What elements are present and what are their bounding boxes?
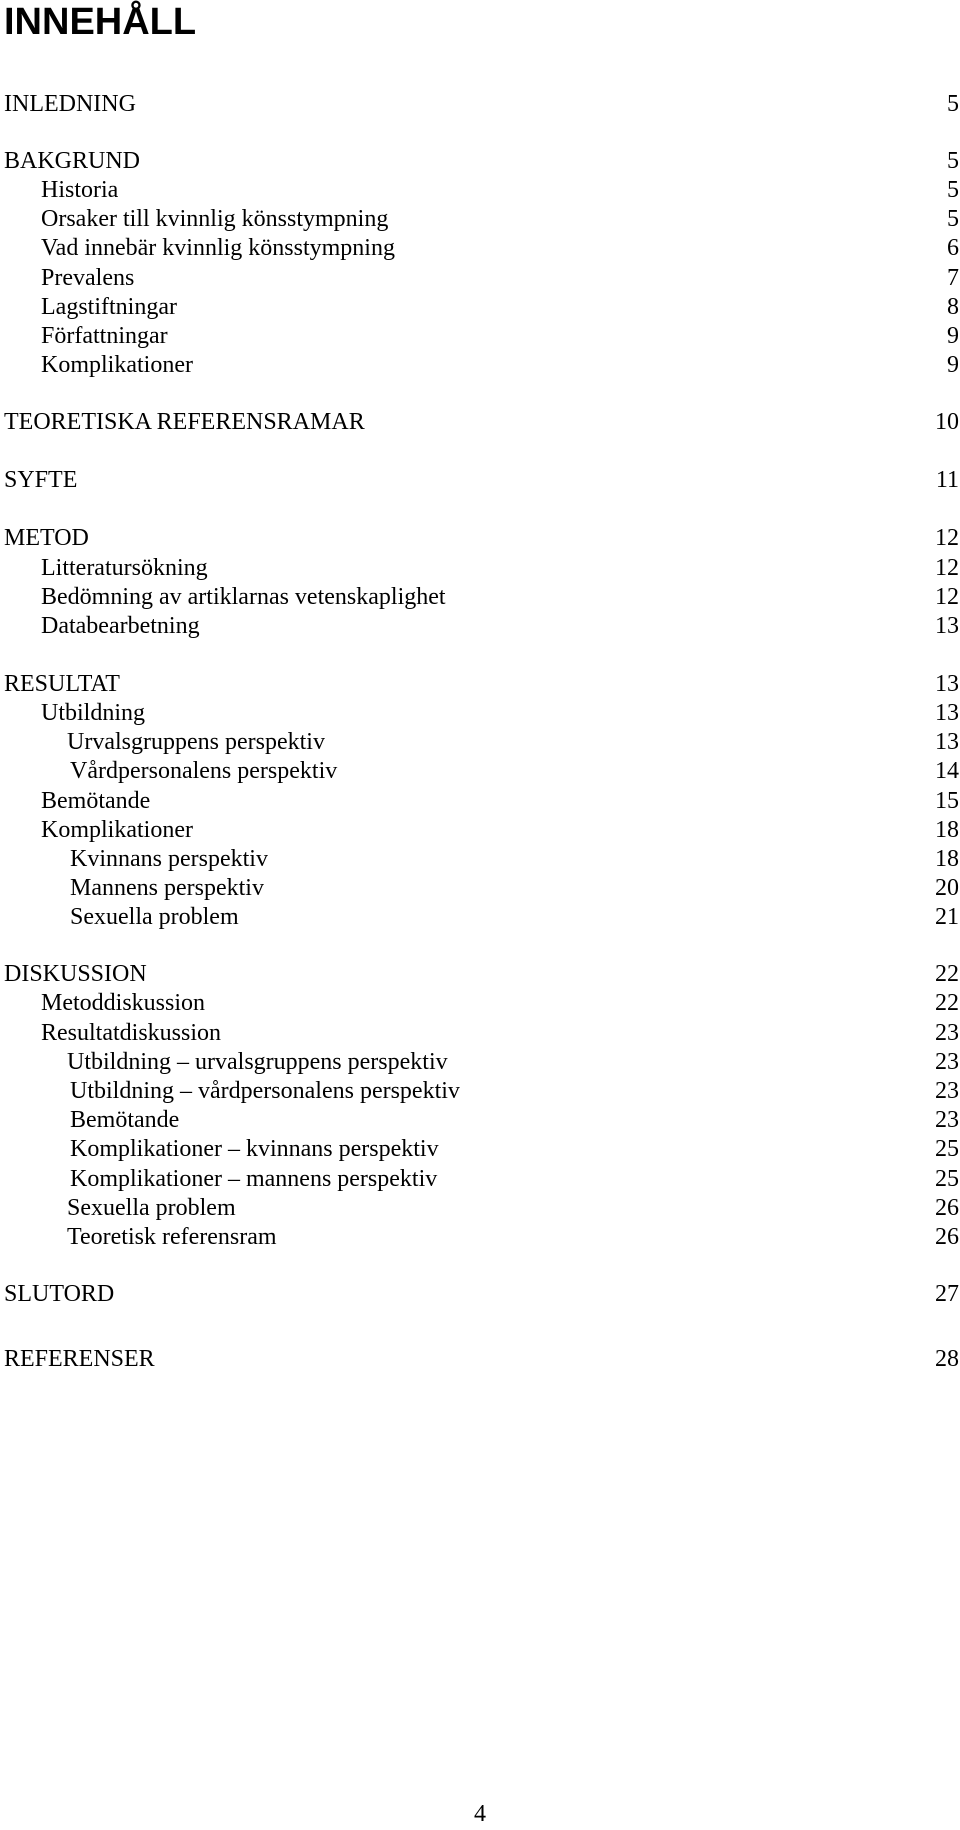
toc-entry-page-number: 7 xyxy=(947,265,959,291)
toc-entry xyxy=(0,1046,960,1078)
toc-entry-title: Komplikationer xyxy=(41,817,193,843)
toc-entry-title: Teoretisk referensram xyxy=(67,1224,277,1250)
toc-entry-title: Bemötande xyxy=(70,1107,180,1133)
toc-entry-title: Sexuella problem xyxy=(70,904,239,930)
toc-entry xyxy=(0,262,960,294)
toc-entry xyxy=(0,349,960,381)
toc-entry-title: Utbildning xyxy=(41,700,146,726)
toc-entry-page-number: 12 xyxy=(935,555,959,581)
toc-entry-title: Vårdpersonalens perspektiv xyxy=(70,758,338,784)
toc-entry-title: Utbildning – vårdpersonalens perspektiv xyxy=(70,1078,460,1104)
toc-entry-page-number: 9 xyxy=(947,352,959,378)
toc-entry xyxy=(0,872,960,904)
toc-entry-title: Komplikationer – kvinnans perspektiv xyxy=(70,1136,439,1162)
toc-entry-title: RESULTAT xyxy=(4,671,120,697)
toc-entry-title: Urvalsgruppens perspektiv xyxy=(67,729,325,755)
toc-entry xyxy=(0,610,960,642)
toc-entry-title: Mannens perspektiv xyxy=(70,875,264,901)
toc-entry xyxy=(0,814,960,846)
toc-entry xyxy=(0,145,960,177)
toc-entry-page-number: 26 xyxy=(935,1195,959,1221)
toc-entry xyxy=(0,755,960,787)
toc-entry xyxy=(0,88,960,120)
toc-entry xyxy=(0,203,960,235)
toc-entry-title: Komplikationer xyxy=(41,352,193,378)
toc-entry xyxy=(0,1343,960,1375)
toc-entry-title: Vad innebär kvinnlig könsstympning xyxy=(41,235,395,261)
toc-entry xyxy=(0,1104,960,1136)
toc-entry-page-number: 23 xyxy=(935,1020,959,1046)
toc-entry xyxy=(0,291,960,323)
toc-entry-page-number: 18 xyxy=(935,817,959,843)
toc-entry-page-number: 27 xyxy=(935,1281,959,1307)
toc-entry-page-number: 25 xyxy=(935,1136,959,1162)
toc-entry-page-number: 12 xyxy=(935,525,959,551)
toc-entry-page-number: 25 xyxy=(935,1166,959,1192)
toc-entry-title: BAKGRUND xyxy=(4,148,141,174)
toc-entry-title: Lagstiftningar xyxy=(41,294,177,320)
toc-entry xyxy=(0,232,960,264)
toc-entry-title: Historia xyxy=(41,177,119,203)
toc-entry-page-number: 23 xyxy=(935,1049,959,1075)
toc-entry-page-number: 12 xyxy=(935,584,959,610)
toc-entry-title: TEORETISKA REFERENSRAMAR xyxy=(4,409,365,435)
toc-entry xyxy=(0,843,960,875)
toc-entry-page-number: 28 xyxy=(935,1346,959,1372)
toc-entry-page-number: 22 xyxy=(935,961,959,987)
toc-entry-page-number: 13 xyxy=(935,613,959,639)
toc-entry-title: Litteratursökning xyxy=(41,555,208,581)
toc-entry-page-number: 22 xyxy=(935,990,959,1016)
toc-entry xyxy=(0,522,960,554)
toc-entry-page-number: 21 xyxy=(935,904,959,930)
toc-entry xyxy=(0,320,960,352)
toc-entry-page-number: 18 xyxy=(935,846,959,872)
toc-entry-title: DISKUSSION xyxy=(4,961,147,987)
toc-entry xyxy=(0,958,960,990)
toc-entry-page-number: 23 xyxy=(935,1107,959,1133)
toc-entry-page-number: 5 xyxy=(947,91,959,117)
toc-entry xyxy=(0,1163,960,1195)
toc-entry-title: Bemötande xyxy=(41,788,151,814)
toc-entry-page-number: 23 xyxy=(935,1078,959,1104)
toc-entry-title: Metoddiskussion xyxy=(41,990,206,1016)
toc-entry-page-number: 20 xyxy=(935,875,959,901)
toc-entry-title: SYFTE xyxy=(4,467,78,493)
toc-entry xyxy=(0,901,960,933)
toc-entry xyxy=(0,785,960,817)
toc-entry xyxy=(0,581,960,613)
toc-entry xyxy=(0,1221,960,1253)
toc-entry-page-number: 5 xyxy=(947,206,959,232)
toc-entry-page-number: 26 xyxy=(935,1224,959,1250)
toc-entry xyxy=(0,1017,960,1049)
toc-entry-title: Kvinnans perspektiv xyxy=(70,846,268,872)
toc-entry-title: Prevalens xyxy=(41,265,135,291)
toc-entry-page-number: 6 xyxy=(947,235,959,261)
toc-entry xyxy=(0,552,960,584)
toc-entry xyxy=(0,406,960,438)
toc-entry-title: INLEDNING xyxy=(4,91,136,117)
toc-entry xyxy=(0,697,960,729)
toc-entry-page-number: 15 xyxy=(935,788,959,814)
toc-entry xyxy=(0,1133,960,1165)
toc-entry-page-number: 14 xyxy=(935,758,959,784)
toc-entry-title: METOD xyxy=(4,525,89,551)
toc-entry-page-number: 10 xyxy=(935,409,959,435)
toc-entry-page-number: 11 xyxy=(935,467,959,493)
toc-entry-page-number: 13 xyxy=(935,671,959,697)
toc-entry-title: SLUTORD xyxy=(4,1281,115,1307)
toc-entry-title: Författningar xyxy=(41,323,168,349)
page-title: INNEHÅLL xyxy=(4,1,197,43)
toc-entry xyxy=(0,464,960,496)
toc-entry-title: Orsaker till kvinnlig könsstympning xyxy=(41,206,389,232)
toc-entry-title: REFERENSER xyxy=(4,1346,155,1372)
toc-entry xyxy=(0,668,960,700)
toc-entry-page-number: 13 xyxy=(935,700,959,726)
toc-entry-title: Sexuella problem xyxy=(67,1195,236,1221)
toc-entry-title: Utbildning – urvalsgruppens perspektiv xyxy=(67,1049,448,1075)
toc-entry-title: Bedömning av artiklarnas vetenskaplighet xyxy=(41,584,446,610)
toc-entry-page-number: 5 xyxy=(947,148,959,174)
toc-entry-page-number: 5 xyxy=(947,177,959,203)
toc-entry xyxy=(0,987,960,1019)
toc-entry xyxy=(0,1075,960,1107)
toc-entry-page-number: 8 xyxy=(947,294,959,320)
toc-entry xyxy=(0,174,960,206)
footer-page-number: 4 xyxy=(474,1801,486,1827)
toc-entry-page-number: 13 xyxy=(935,729,959,755)
toc-entry xyxy=(0,1192,960,1224)
toc-entry xyxy=(0,726,960,758)
toc-entry-title: Resultatdiskussion xyxy=(41,1020,222,1046)
toc-entry xyxy=(0,1278,960,1310)
toc-entry-title: Databearbetning xyxy=(41,613,200,639)
toc-entry-title: Komplikationer – mannens perspektiv xyxy=(70,1166,438,1192)
toc-entry-page-number: 9 xyxy=(947,323,959,349)
